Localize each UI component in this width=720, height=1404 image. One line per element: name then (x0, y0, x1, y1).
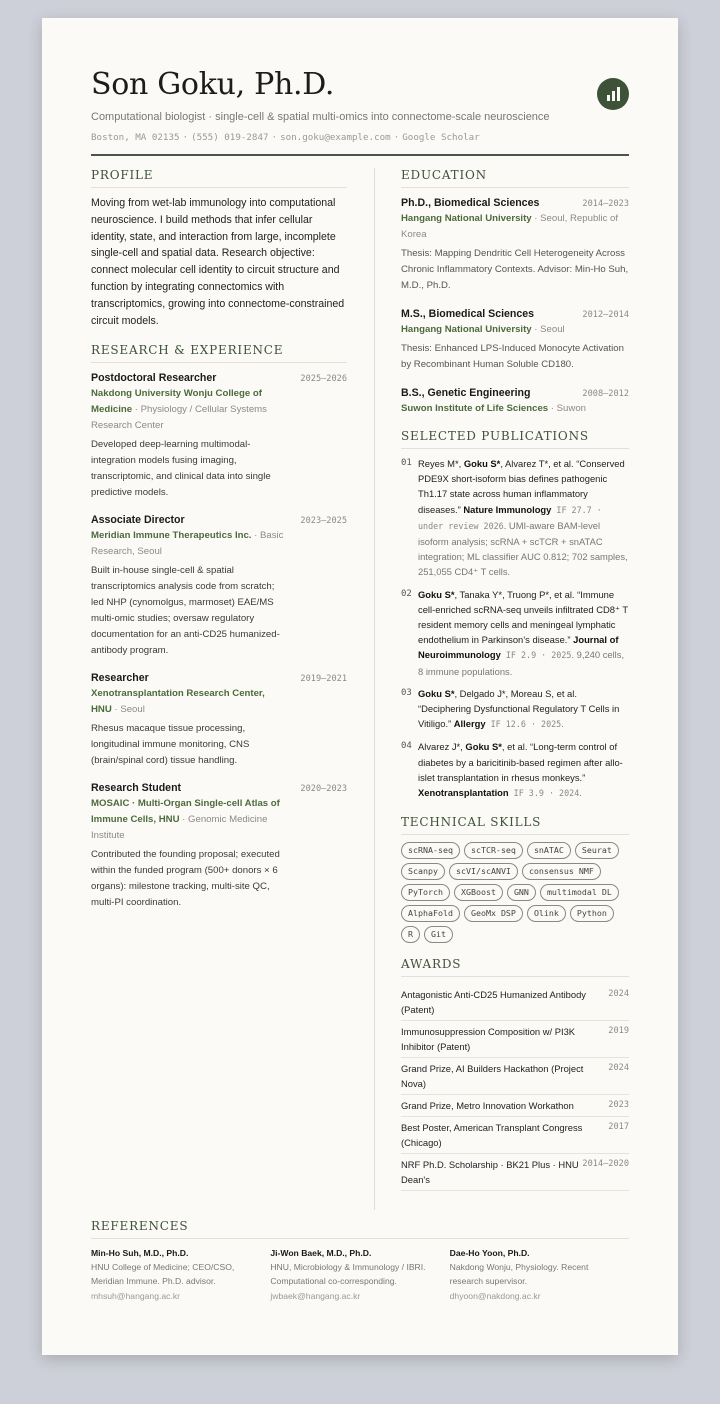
section-title-skills: TECHNICAL SKILLS (401, 815, 629, 835)
award-year: 2019 (608, 1026, 629, 1037)
skill-chip: AlphaFold (401, 905, 460, 922)
publication-authors-pre: Alvarez J*, (418, 741, 466, 753)
job-title: Research Student (91, 782, 182, 795)
skill-chip: GeoMx DSP (464, 905, 523, 922)
organization-name: MOSAIC · Multi-Organ Single-cell Atlas of Immune Cells, HNU (91, 798, 280, 826)
organization-detail: · Physiology / Cellular Systems Research Center (91, 404, 267, 432)
school-location: · Seoul (531, 324, 565, 335)
organization-name: Nakdong University Wonju College of Medicine (91, 388, 262, 416)
publication-title: , Tanaka Y*, Truong P*, et al. “Immune cell-enriched scRNA-seq unveils infiltrated CD8⁺ T resident memory cells and meningeal lymphatic endothelium in Parkinson’s disease.” (418, 588, 628, 646)
education-heading (401, 385, 629, 401)
reference-list (91, 1247, 629, 1303)
contact-separator: · (271, 132, 278, 143)
experience-heading (91, 512, 347, 528)
publication-item (401, 587, 629, 679)
section-title-publications: SELECTED PUBLICATIONS (401, 429, 629, 449)
publication-number: 04 (401, 741, 412, 752)
publication-notes: . 9,240 cells, 8 immune populations. (418, 649, 625, 677)
publication-self-author: Goku S* (463, 458, 501, 469)
right-column (401, 168, 629, 1191)
thesis-description: Thesis: Mapping Dendritic Cell Heterogeneity Across Chronic Inflammatory Contexts. Advisor: Min-Ho Suh, M.D., Ph.D. (401, 248, 629, 291)
experience-heading (91, 370, 347, 386)
school (401, 211, 629, 243)
job-description: Built in-house single-cell & spatial transcriptomics analysis code from scratch; led NHP (cynomolgus, marmoset) EAE/MS multi-omic studies; oversaw regulatory documentation for an anti-CD25 humanized-antibody program. (91, 565, 280, 657)
resume-page (42, 18, 678, 1355)
job-organization (91, 386, 347, 434)
experience-item (91, 512, 347, 659)
publication-number: 03 (401, 687, 412, 698)
school (401, 322, 629, 338)
experience-list (91, 370, 347, 911)
references-section (91, 1219, 629, 1303)
award-year: 2017 (608, 1122, 629, 1133)
bar-chart-icon (597, 78, 629, 110)
experience-item (91, 780, 347, 911)
publication-impact: IF 3.9 · 2024 (508, 788, 580, 799)
job-title: Researcher (91, 672, 149, 685)
section-title-references: REFERENCES (91, 1219, 629, 1239)
skill-chip: scRNA-seq (401, 842, 460, 859)
degree-title: B.S., Genetic Engineering (401, 387, 531, 399)
publication-title: , Delgado J*, Moreau S, et al. “Deciphering Dysfunctional Regulatory T Cells in Vitiligo.” (418, 687, 620, 730)
job-description: Developed deep-learning multimodal-integration models fusing imaging, transcriptomic, and clinical data into single predictive models. (91, 439, 271, 499)
reference-name: Ji-Won Baek, M.D., Ph.D. (270, 1248, 372, 1258)
publication-item (401, 686, 629, 733)
degree-title: Ph.D., Biomedical Sciences (401, 197, 540, 209)
publication-impact: IF 27.7 · under review 2026 (418, 504, 602, 531)
job-organization (91, 796, 347, 844)
publication-notes: . UMI-aware BAM-level isoform analysis; scRNA + scTCR + snATAC integration; ML classifier AUC 0.812; 702 samples, 251,055 CD4⁺ T cells. (418, 519, 628, 578)
skill-chip: Git (424, 926, 453, 943)
skill-chip: R (401, 926, 420, 943)
school-location: · Suwon (548, 403, 586, 414)
degree-dates: 2008–2012 (582, 389, 629, 399)
publication-title: , Alvarez T*, et al. “Conserved PDE9X short-isoform bias defines pathogenic Th1.17 state across human inflammatory diseases.” (418, 458, 625, 515)
contact-email[interactable]: son.goku@example.com (280, 132, 391, 143)
award-item (401, 1021, 629, 1058)
award-year: 2014–2020 (582, 1159, 629, 1170)
publication-self-author: Goku S* (418, 687, 455, 699)
job-dates: 2023–2025 (300, 516, 347, 527)
column-divider (374, 168, 375, 1210)
publication-journal: Nature Immunology (463, 503, 552, 515)
section-title-profile: PROFILE (91, 168, 347, 188)
resume-header (91, 66, 629, 144)
award-name: Immunosuppression Composition w/ PI3K Inhibitor (Patent) (401, 1026, 576, 1053)
award-year: 2024 (608, 1063, 629, 1074)
award-name: Grand Prize, Metro Innovation Workathon (401, 1100, 574, 1112)
publication-number: 01 (401, 458, 412, 468)
skill-chip: Python (570, 905, 614, 922)
experience-item (91, 670, 347, 769)
award-item (401, 1095, 629, 1117)
award-year: 2023 (608, 1100, 629, 1111)
school-name: Suwon Institute of Life Sciences (401, 403, 549, 414)
publication-number: 02 (401, 588, 412, 599)
job-dates: 2025–2026 (300, 374, 347, 385)
education-item (401, 306, 629, 373)
publication-self-author: Goku S* (465, 741, 502, 753)
section-title-awards: AWARDS (401, 957, 629, 977)
skill-chip: GNN (507, 884, 536, 901)
job-description: Rhesus macaque tissue processing, longitudinal immune monitoring, CNS (brain/spinal cord) tissue handling. (91, 723, 250, 767)
award-item (401, 1154, 629, 1191)
school-name: Hangang National University (401, 324, 532, 335)
publication-citation (418, 587, 629, 679)
skill-chip: Scanpy (401, 863, 445, 880)
contact-scholar-link[interactable]: Google Scholar (402, 132, 480, 143)
contact-separator: · (182, 132, 189, 143)
reference-email[interactable]: dhyoon@nakdong.ac.kr (449, 1290, 541, 1301)
education-item (401, 385, 629, 417)
contact-address: Boston, MA 02135 (91, 132, 180, 143)
award-name: Best Poster, American Transplant Congress (Chicago) (401, 1122, 583, 1149)
job-dates: 2020–2023 (300, 784, 347, 795)
organization-detail: · Genomic Medicine Institute (91, 814, 268, 842)
skill-chip: snATAC (527, 842, 571, 859)
publication-notes: . (561, 718, 564, 730)
school-location: · Seoul, Republic of Korea (401, 213, 618, 240)
publication-journal: Journal of Neuroimmunology (418, 634, 619, 661)
section-title-education: EDUCATION (401, 168, 629, 188)
skill-chip: PyTorch (401, 884, 450, 901)
education-item (401, 195, 629, 294)
job-organization (91, 686, 347, 718)
candidate-subtitle: Computational biologist · single-cell & spatial multi-omics into connectome-scale neuroscience (91, 111, 550, 123)
reference-item (91, 1247, 270, 1303)
publication-citation (418, 739, 629, 801)
experience-item (91, 370, 347, 501)
publication-journal: Xenotransplantation (418, 787, 509, 799)
award-name: NRF Ph.D. Scholarship · BK21 Plus · HNU Dean's (401, 1159, 579, 1186)
experience-heading (91, 670, 347, 686)
contact-line (91, 132, 629, 144)
job-title: Associate Director (91, 514, 185, 527)
publication-self-author: Goku S* (418, 588, 455, 600)
skill-chip: multimodal DL (540, 884, 619, 901)
publication-authors-pre: Reyes M*, (418, 458, 464, 469)
education-heading (401, 306, 629, 322)
reference-description: HNU, Microbiology & Immunology / IBRI. Computational co-corresponding. (270, 1262, 426, 1287)
award-name: Antagonistic Anti-CD25 Humanized Antibody (Patent) (401, 989, 586, 1016)
reference-description: Nakdong Wonju, Physiology. Recent research supervisor. (449, 1262, 589, 1287)
candidate-name: Son Goku, Ph.D. (91, 67, 335, 102)
skill-chip: XGBoost (454, 884, 503, 901)
profile-text: Moving from wet-lab immunology into computational neuroscience. I build methods that infer cellular identity, state, and interaction from large, incomplete single-cell and spatial data. Research objective: connect molecular cell identity to circuit structure and function by integrating connectomics with transcriptomics, growing into connectome-constrained circuit models. (91, 197, 345, 327)
publication-impact: IF 2.9 · 2025 (500, 650, 572, 661)
publication-journal: Allergy (453, 718, 486, 730)
publication-item (401, 456, 629, 580)
degree-dates: 2012–2014 (582, 310, 629, 320)
skill-chip: consensus NMF (522, 863, 601, 880)
reference-email[interactable]: mhsuh@hangang.ac.kr (91, 1290, 180, 1301)
reference-name: Min-Ho Suh, M.D., Ph.D. (91, 1248, 189, 1258)
job-dates: 2019–2021 (300, 674, 347, 685)
experience-heading (91, 780, 347, 796)
award-year: 2024 (608, 989, 629, 1000)
skill-chip: Seurat (575, 842, 619, 859)
organization-name: Xenotransplantation Research Center, HNU (91, 688, 265, 716)
skill-chip: scTCR-seq (464, 842, 523, 859)
skill-chip-list (401, 842, 629, 943)
education-list (401, 195, 629, 417)
award-item (401, 1117, 629, 1154)
job-organization (91, 528, 347, 560)
award-item (401, 1058, 629, 1095)
job-description: Contributed the founding proposal; executed within the funded program (500+ donors × 6 organs): milestone tracking, multi-site QC, multi-PI coordination. (91, 849, 280, 909)
publication-list (401, 456, 629, 801)
reference-description: HNU College of Medicine; CEO/CSO, Meridian Immune. Ph.D. advisor. (91, 1262, 235, 1287)
school (401, 401, 629, 417)
contact-separator: · (393, 132, 400, 143)
publication-impact: IF 12.6 · 2025 (485, 719, 562, 730)
header-rule (91, 154, 629, 156)
organization-detail: · Seoul (111, 704, 145, 716)
publication-citation (418, 686, 629, 733)
publication-notes: . (579, 787, 582, 799)
publication-title: , et al. “Long-term control of diabetes by a baricitinib-based regimen after allo-islet transplantation in rhesus monkeys.” (418, 741, 623, 783)
reference-email[interactable]: jwbaek@hangang.ac.kr (270, 1290, 361, 1301)
degree-title: M.S., Biomedical Sciences (401, 308, 535, 320)
reference-name: Dae-Ho Yoon, Ph.D. (449, 1248, 530, 1258)
skill-chip: scVI/scANVI (449, 863, 518, 880)
thesis-description: Thesis: Enhanced LPS-Induced Monocyte Activation by Recombinant Human Soluble CD180. (401, 343, 624, 370)
organization-name: Meridian Immune Therapeutics Inc. (91, 530, 252, 542)
left-column (91, 168, 347, 922)
award-item (401, 984, 629, 1021)
skill-chip: Olink (527, 905, 566, 922)
award-list (401, 984, 629, 1191)
award-name: Grand Prize, AI Builders Hackathon (Project Nova) (401, 1063, 584, 1090)
contact-phone[interactable]: (555) 019-2847 (191, 132, 269, 143)
school-name: Hangang National University (401, 213, 532, 224)
publication-item (401, 739, 629, 801)
publication-citation (418, 456, 629, 580)
reference-item (450, 1247, 629, 1303)
organization-detail: · Basic Research, Seoul (91, 530, 284, 558)
degree-dates: 2014–2023 (582, 199, 629, 209)
job-title: Postdoctoral Researcher (91, 372, 217, 385)
section-title-experience: RESEARCH & EXPERIENCE (91, 343, 347, 363)
education-heading (401, 195, 629, 211)
reference-item (270, 1247, 449, 1303)
